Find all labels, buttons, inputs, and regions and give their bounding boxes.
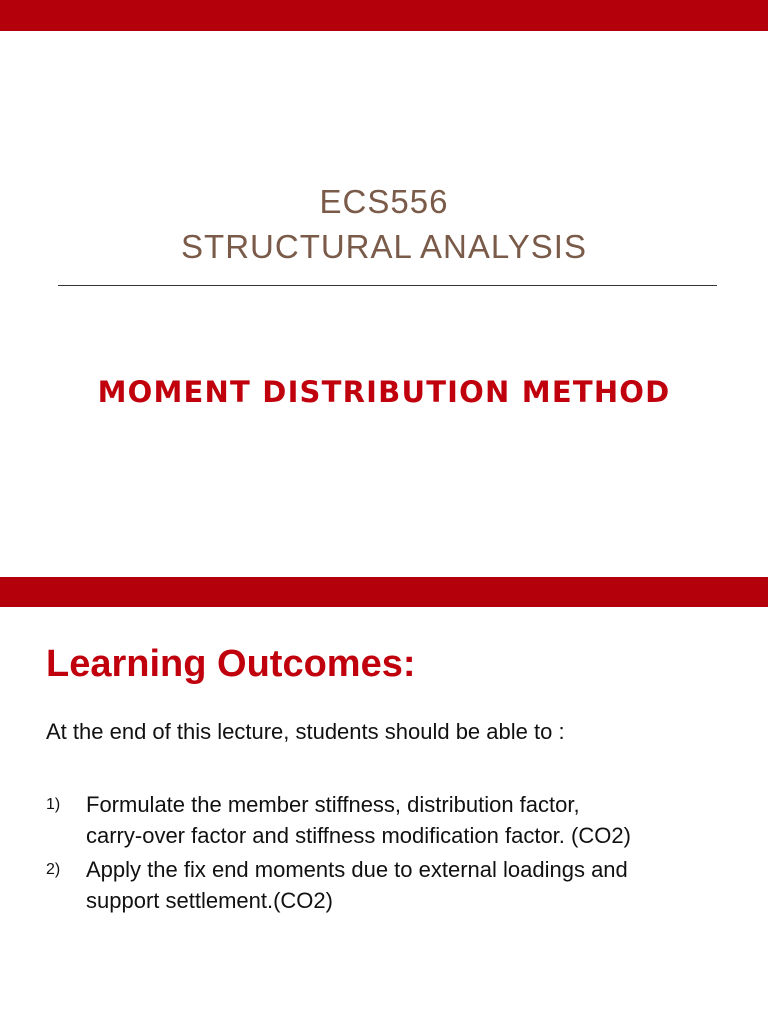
outcome-number: 1) [46,796,61,813]
outcome-line: support settlement.(CO2) [86,888,333,913]
learning-outcome-item [46,789,746,851]
outcome-text [86,854,628,916]
learning-outcomes-list [46,789,746,919]
outcome-text [86,789,631,851]
learning-outcomes-intro: At the end of this lecture, students should be able to : [46,719,565,744]
topic-title: MOMENT DISTRIBUTION METHOD [97,375,671,409]
learning-outcome-item [46,854,746,916]
outcome-number: 2) [46,861,61,878]
outcome-line: Formulate the member stiffness, distribution factor, [86,792,580,817]
outcome-line: carry-over factor and stiffness modification factor. (CO2) [86,823,631,848]
learning-outcomes-heading: Learning Outcomes: [46,643,416,685]
outcome-line: Apply the fix end moments due to external loadings and [86,857,628,882]
title-divider [58,285,717,286]
course-code: ECS556 [319,183,449,220]
top-accent-bar [0,0,768,31]
course-title: STRUCTURAL ANALYSIS [181,228,587,265]
section-accent-bar [0,577,768,607]
